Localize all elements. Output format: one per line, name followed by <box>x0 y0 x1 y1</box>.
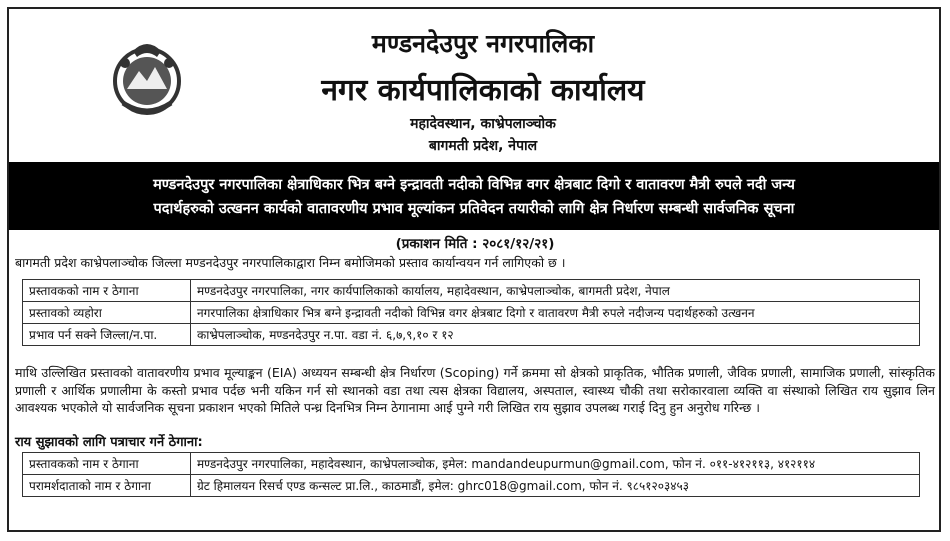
row-label: प्रभाव पर्न सक्ने जिल्ला/न.पा. <box>23 324 191 346</box>
banner-line-1: मण्डनदेउपुर नगरपालिका क्षेत्राधिकार भित्र बग्ने इन्द्रावती नदीको विभिन्न वगर क्षेत्रबाट दिगो र वातावरण मैत्री रुपले नदी जन्य <box>153 177 795 193</box>
publication-date: (प्रकाशन मिति : २०८१/१२/२१) <box>395 236 555 252</box>
row-value: मण्डनदेउपुर नगरपालिका, महादेवस्थान, काभ्रेपलाञ्चोक, इमेल: mandandeupurmun@gmail.com, फोन नं. ०११-४१२११३, ४१२११४ <box>191 453 920 475</box>
row-label: प्रस्तावको व्यहोरा <box>23 302 191 324</box>
row-value: काभ्रेपलाञ्चोक, मण्डनदेउपुर न.पा. वडा नं. ६,७,९,१० र १२ <box>191 324 920 346</box>
proposal-table <box>22 279 920 346</box>
org-name: मण्डनदेउपुर नगरपालिका <box>371 29 595 58</box>
row-value: नगरपालिका क्षेत्राधिकार भित्र बग्ने इन्द्रावती नदीको विभिन्न वगर क्षेत्रबाट दिगो र वातावरण मैत्री रुपले नदीजन्य पदार्थहरुको उत्खनन <box>191 302 920 324</box>
intro-text: बागमती प्रदेश काभ्रेपलाञ्चोक जिल्ला मण्डनदेउपुर नगरपालिकाद्वारा निम्न बमोजिमको प्रस्ताव कार्यान्वयन गर्न लागिएको छ । <box>15 255 566 270</box>
body-paragraph: माथि उल्लिखित प्रस्तावको वातावरणीय प्रभाव मूल्याङ्कन (EIA) अध्ययन सम्बन्धी क्षेत्र निर्धारण (Scoping) गर्ने क्रममा सो क्षेत्रको प्राकृतिक, भौतिक प्रणाली, जैविक प्रणाली, सामाजिक प्रणाली, सांस्कृतिक प्रणाली र आर्थिक प्रणालीमा के कस्तो प्रभाव पर्दछ भनी यकिन गर्न सो स्थानको वडा तथा त्यस क्षेत्रका विद्यालय, अस्पताल, स्वास्थ्य चौकी तथा सरोकारवाला व्यक्ति वा संस्थाको लिखित राय सुझाव लिन आवश्यक भएकोले यो सार्वजनिक सूचना प्रकाशन भएको मितिले पन्ध्र दिनभित्र निम्न ठेगानामा आई पुग्ने गरी लिखित राय सुझाव उपलब्ध गराई दिनु हुन अनुरोध गरिन्छ । <box>15 365 935 415</box>
row-value: ग्रेट हिमालयन रिसर्च एण्ड कन्सल्ट प्रा.लि., काठमाडौं, इमेल: ghrc018@gmail.com, फोन नं. ९८५१२०३४५३ <box>191 475 920 497</box>
contact-heading: राय सुझावको लागि पत्राचार गर्ने ठेगाना: <box>15 435 203 450</box>
row-label: प्रस्तावकको नाम र ठेगाना <box>23 280 191 302</box>
banner-line-2: पदार्थहरुको उत्खनन कार्यको वातावरणीय प्रभाव मूल्यांकन प्रतिवेदन तयारीको लागि क्षेत्र निर्धारण सम्बन्धी सार्वजनिक सूचना <box>153 201 795 217</box>
row-label: परामर्शदाताको नाम र ठेगाना <box>23 475 191 497</box>
table-row <box>23 475 920 497</box>
contact-table <box>22 452 920 497</box>
address-line-1: महादेवस्थान, काभ्रेपलाञ्चोक <box>410 116 556 132</box>
table-row <box>23 453 920 475</box>
address-line-2: बागमती प्रदेश, नेपाल <box>428 138 538 154</box>
office-name: नगर कार्यपालिकाको कार्यालय <box>321 73 645 108</box>
notice-title-banner <box>9 162 939 230</box>
table-row <box>23 302 920 324</box>
row-label: प्रस्तावकको नाम र ठेगाना <box>23 453 191 475</box>
row-value: मण्डनदेउपुर नगरपालिका, नगर कार्यपालिकाको कार्यालय, महादेवस्थान, काभ्रेपलाञ्चोक, बागमती प्रदेश, नेपाल <box>191 280 920 302</box>
table-row <box>23 280 920 302</box>
table-row <box>23 324 920 346</box>
